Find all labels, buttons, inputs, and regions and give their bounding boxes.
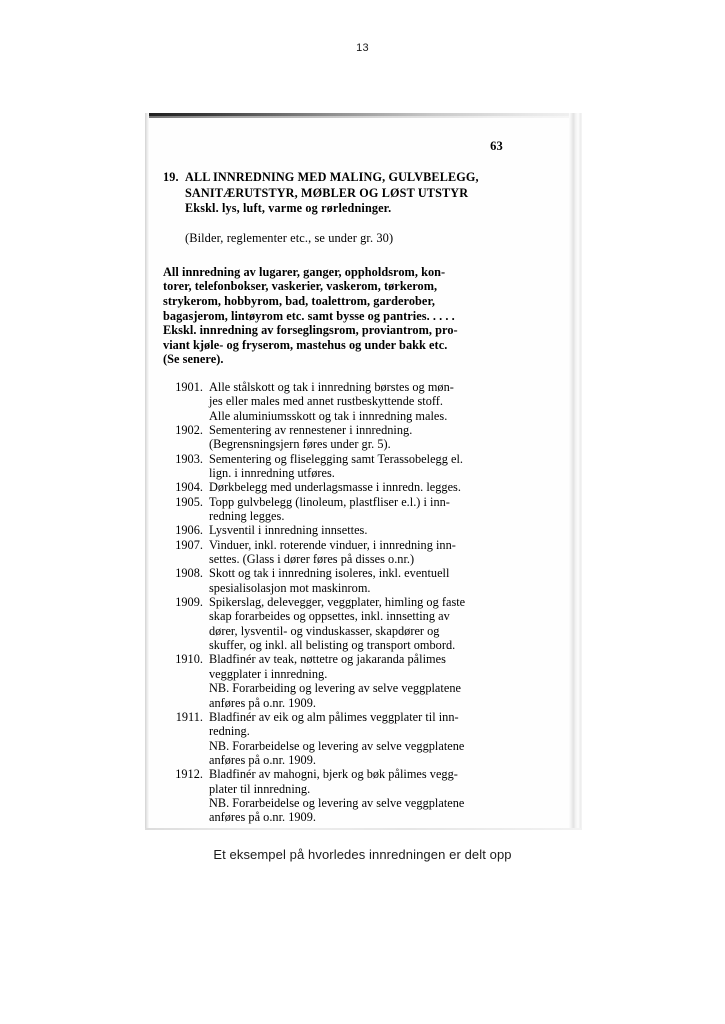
- entry-text-line: NB. Forarbeidelse og levering av selve veggplatene: [209, 795, 465, 810]
- entry-number: 1908.: [175, 566, 203, 581]
- entry-list: [163, 380, 535, 825]
- scope-line: Ekskl. innredning av forseglingsrom, proviantrom, pro-: [163, 323, 458, 338]
- entry-text-line: skuffer, og inkl. all belisting og transport ombord.: [209, 638, 456, 653]
- entry-item: [163, 566, 535, 595]
- scope-line: torer, telefonbokser, vaskerier, vaskerom, tørkerom,: [163, 279, 438, 294]
- section-title-line-1: ALL INNREDNING MED MALING, GULVBELEGG,: [185, 170, 479, 184]
- entry-text-line: settes. (Glass i dører føres på disses o.nr.): [209, 552, 415, 567]
- entry-number: 1906.: [175, 523, 203, 538]
- entry-text-line: NB. Forarbeidelse og levering av selve veggplatene: [209, 738, 465, 753]
- entry-text-line: redning.: [209, 724, 250, 739]
- scope-line: bagasjerom, lintøyrom etc. samt bysse og pantries. . . . .: [163, 308, 455, 323]
- entry-text: [209, 523, 535, 537]
- entry-number: 1907.: [175, 537, 203, 552]
- entry-text: [209, 452, 535, 481]
- entry-item: [163, 767, 535, 824]
- entry-text-line: Dørkbelegg med underlagsmasse i innredn. legges.: [209, 480, 461, 495]
- entry-number: 1902.: [175, 422, 203, 437]
- entry-number: 1903.: [175, 451, 203, 466]
- section-title: [185, 170, 535, 217]
- scope-line: viant kjøle- og fryserom, mastehus og under bakk etc.: [163, 337, 448, 352]
- entry-text-line: lign. i innredning utføres.: [209, 466, 335, 480]
- entry-text-line: Vinduer, inkl. roterende vinduer, i innredning inn-: [209, 537, 456, 552]
- entry-text-line: anføres på o.nr. 1909.: [209, 810, 316, 825]
- entry-text: [209, 423, 535, 452]
- entry-number: 1904.: [175, 480, 203, 495]
- entry-text-line: skap forarbeides og oppsettes, inkl. innsetting av: [209, 609, 450, 624]
- entry-item: [163, 380, 535, 423]
- page-content: [163, 170, 535, 825]
- entry-item: [163, 452, 535, 481]
- entry-item: [163, 495, 535, 524]
- entry-number: 1909.: [175, 595, 203, 610]
- entry-text-line: Bladfinér av mahogni, bjerk og bøk pålimes vegg-: [209, 767, 458, 782]
- entry-text-line: anføres på o.nr. 1909.: [209, 695, 316, 710]
- page-number: 63: [490, 139, 503, 153]
- entry-text-line: spesialisolasjon mot maskinrom.: [209, 580, 371, 595]
- scan-gutter-fold: [569, 113, 582, 830]
- entry-text: [209, 767, 535, 824]
- entry-item: [163, 480, 535, 494]
- section-title-line-2: SANITÆRUTSTYR, MØBLER OG LØST UTSTYR: [185, 185, 469, 200]
- entry-item: [163, 423, 535, 452]
- entry-text-line: veggplater i innredning.: [209, 666, 328, 681]
- figure-caption: Et eksempel på hvorledes innredningen er delt opp: [213, 847, 512, 862]
- entry-text-line: Sementering av rennestener i innredning.: [209, 422, 413, 437]
- entry-item: [163, 538, 535, 567]
- entry-item: [163, 710, 535, 767]
- entry-text: [209, 480, 535, 494]
- entry-text-line: plater til innredning.: [209, 781, 311, 796]
- entry-text: [209, 710, 535, 767]
- section-title-line-3: Ekskl. lys, luft, varme og rørledninger.: [185, 201, 392, 216]
- entry-text-line: Alle stålskott og tak i innredning børstes og møn-: [209, 379, 454, 394]
- entry-number: 1911.: [175, 709, 203, 724]
- entry-text-line: redning legges.: [209, 509, 285, 524]
- scope-paragraph: [163, 265, 535, 367]
- entry-number: 1912.: [175, 767, 203, 782]
- entry-text-line: Skott og tak i innredning isoleres, inkl. eventuell: [209, 566, 450, 581]
- entry-text-line: Spikerslag, delevegger, veggplater, himling og faste: [209, 595, 466, 610]
- entry-text-line: (Begrensningsjern føres under gr. 5).: [209, 437, 391, 452]
- entry-text-line: Bladfinér av eik og alm pålimes veggplater til inn-: [209, 709, 459, 724]
- entry-text: [209, 652, 535, 709]
- entry-item: [163, 652, 535, 709]
- entry-text-line: dører, lysventil- og vinduskasser, skapdører og: [209, 623, 440, 638]
- entry-number: 1901.: [175, 379, 203, 394]
- entry-text-line: Sementering og fliselegging samt Terassobelegg el.: [209, 451, 463, 466]
- entry-item: [163, 523, 535, 537]
- section-heading: [163, 170, 535, 217]
- entry-number: 1910.: [175, 652, 203, 667]
- entry-text: [209, 595, 535, 652]
- entry-item: [163, 595, 535, 652]
- entry-text-line: Alle aluminiumsskott og tak i innredning males.: [209, 408, 448, 423]
- entry-text-line: Topp gulvbelegg (linoleum, plastfliser e.l.) i inn-: [209, 494, 450, 509]
- page-sheet: [145, 113, 569, 830]
- entry-number: 1905.: [175, 494, 203, 509]
- entry-text-line: Bladfinér av teak, nøttetre og jakaranda pålimes: [209, 652, 446, 667]
- scanned-page-image: [145, 113, 582, 830]
- section-note: (Bilder, reglementer etc., se under gr. 30): [185, 230, 394, 245]
- entry-text-line: jes eller males med annet rustbeskyttende stoff.: [209, 394, 443, 409]
- entry-text-line: anføres på o.nr. 1909.: [209, 752, 316, 767]
- entry-text: [209, 495, 535, 524]
- scope-line: All innredning av lugarer, ganger, oppholdsrom, kon-: [163, 264, 446, 279]
- entry-text: [209, 380, 535, 423]
- entry-text-line: NB. Forarbeiding og levering av selve veggplatene: [209, 681, 461, 696]
- entry-text-line: Lysventil i innredning innsettes.: [209, 523, 368, 538]
- entry-text: [209, 538, 535, 567]
- scope-line: (Se senere).: [163, 352, 224, 367]
- pdf-page-label: 13: [356, 42, 369, 54]
- section-number: 19.: [163, 170, 179, 184]
- entry-text: [209, 566, 535, 595]
- scope-line: strykerom, hobbyrom, bad, toalettrom, garderober,: [163, 293, 435, 308]
